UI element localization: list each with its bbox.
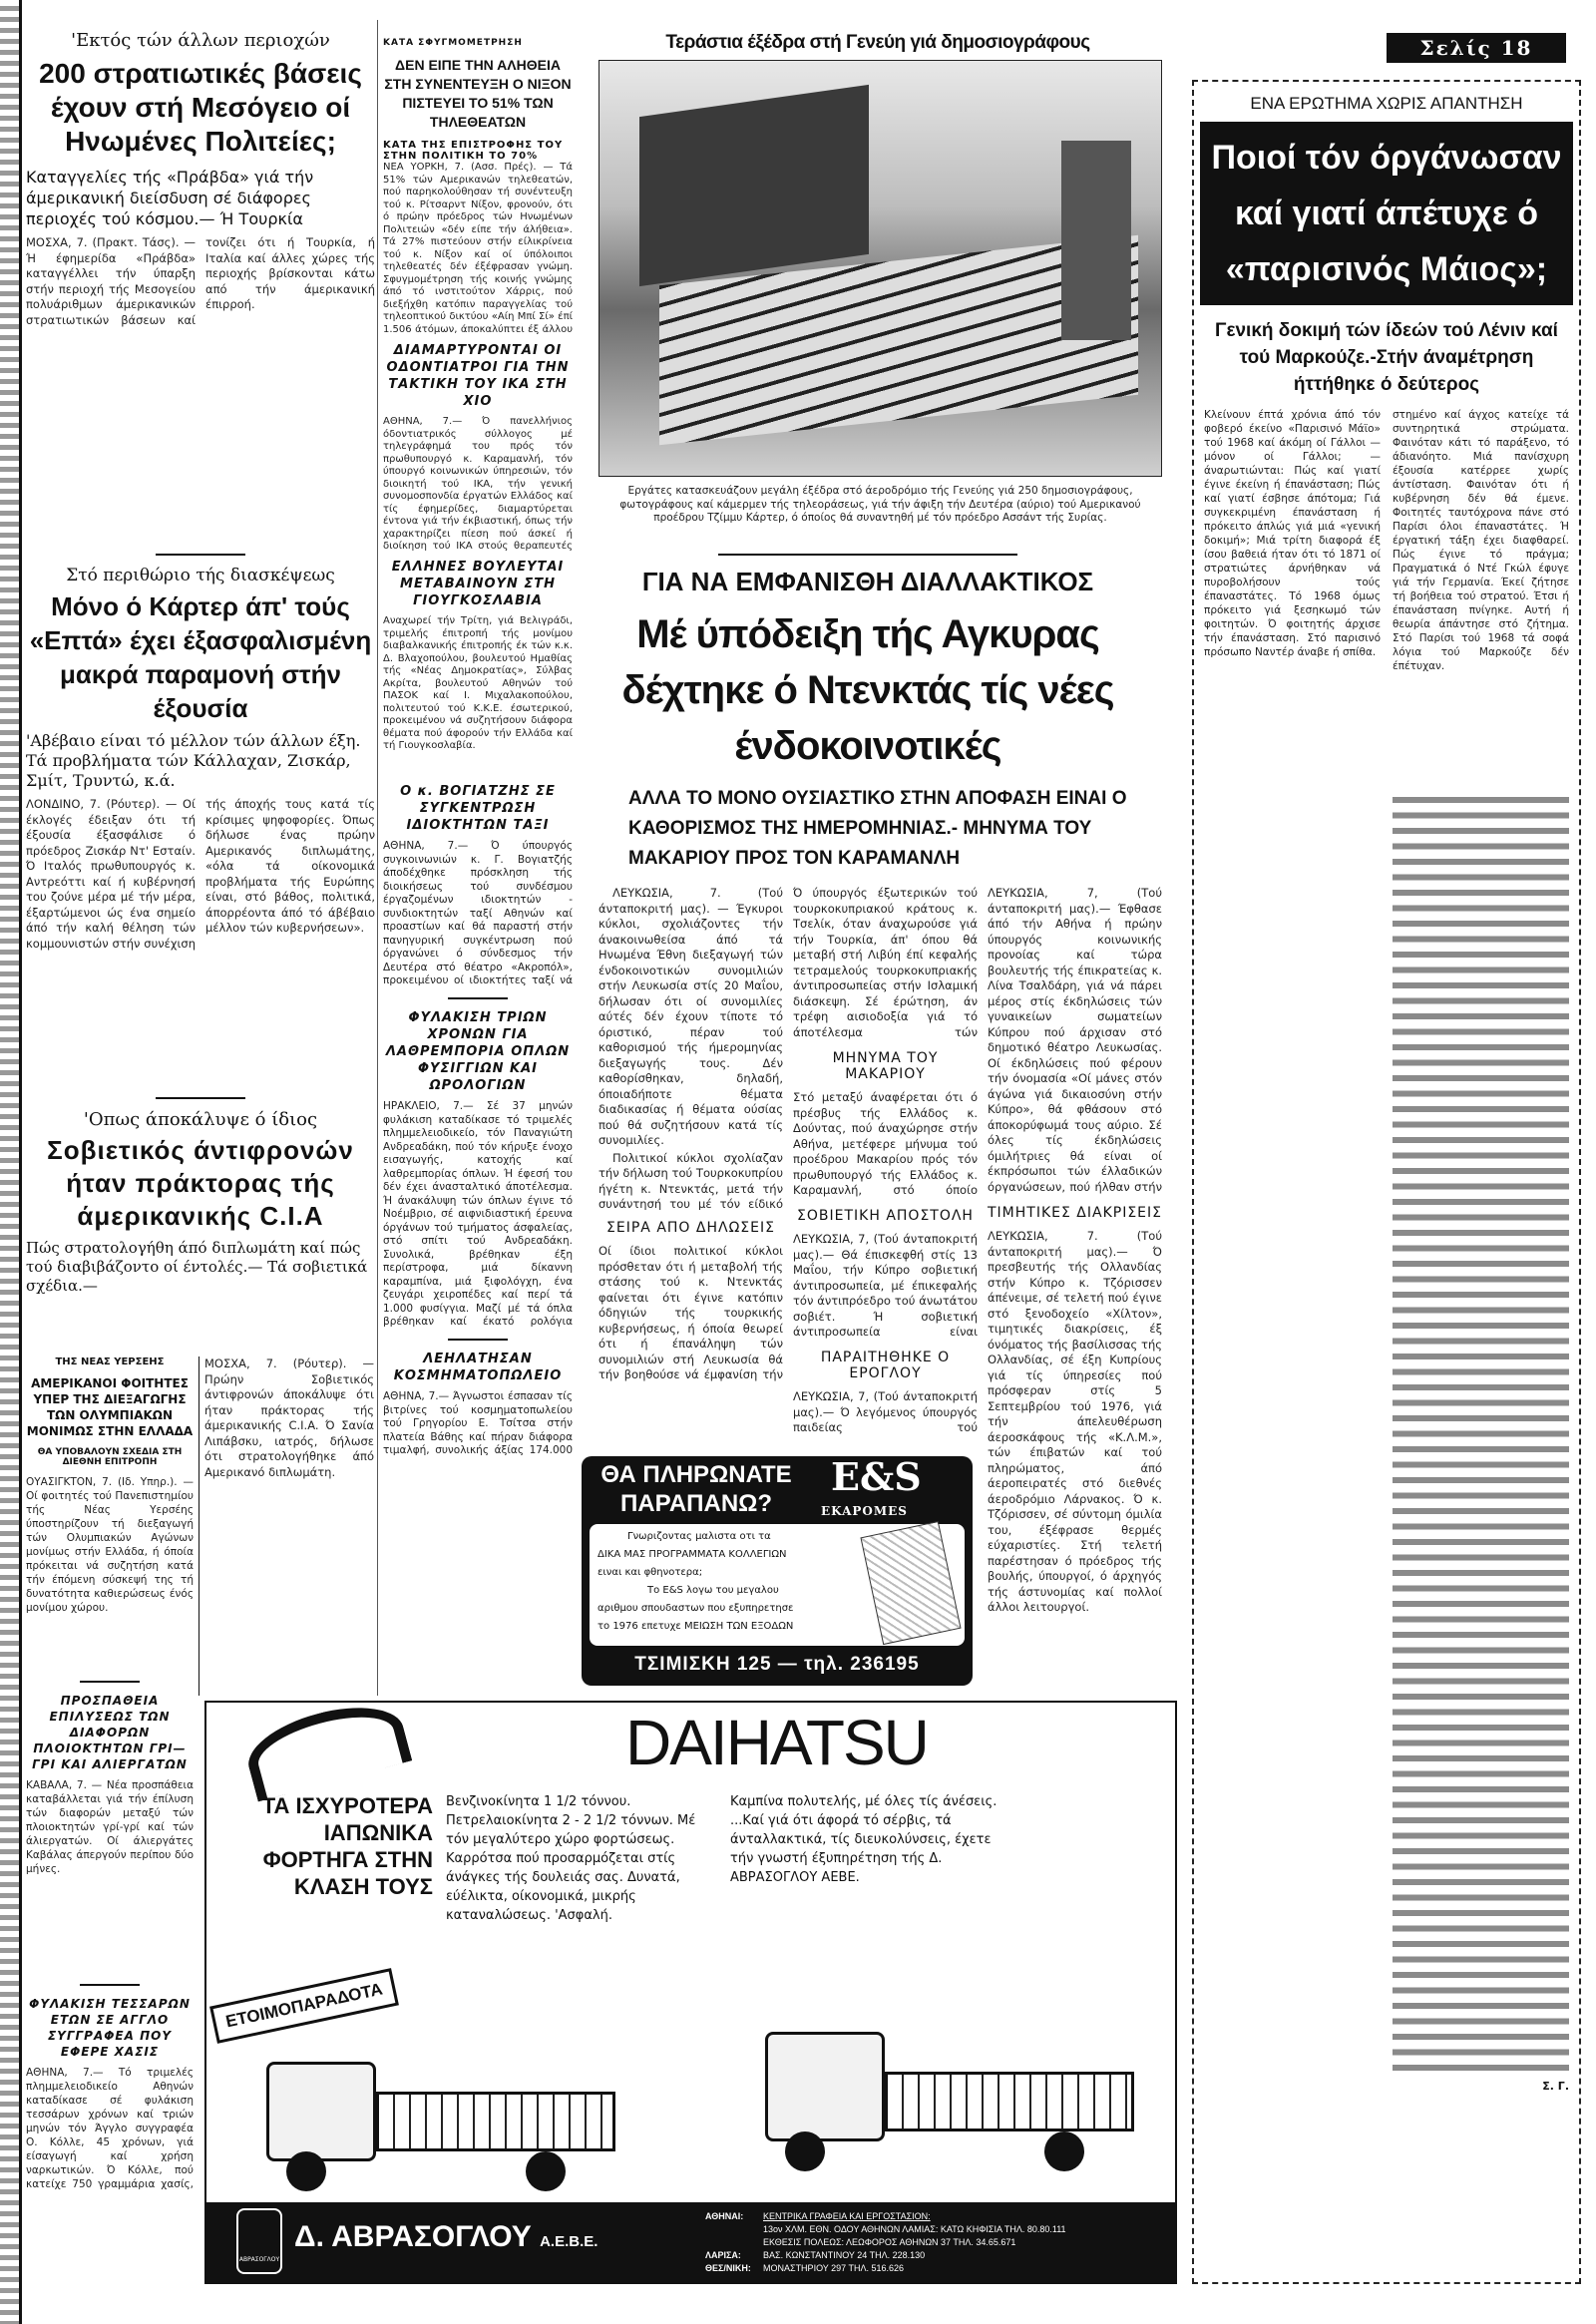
brief-headline: ΛΕΗΛΑΤΗΣΑΝ ΚΟΣΜΗΜΑΤΟΠΩΛΕΙΟ [393, 1352, 563, 1383]
address-line: ΜΟΝΑΣΤΗΡΙΟΥ 297 ΤΗΛ. 516.626 [763, 2263, 905, 2273]
brief-body: ΗΡΑΚΛΕΙΟ, 7.— Σέ 37 μηνών φυλάκιση καταδίκασε τό τριμελές πλημμελειοδικείο, τόν Παναγιώτη Ανδρεαδάκη, πού τόν κήρυξε ένοχο εισαγωγής, κατοχής καί λαθρεμπορίας όπλων. Ή έφεσή του δέν έχει άνασταλτικό άποτέλεσμα. Ή άνακάλυψη τών όπλων έγινε τό Νοέμβριο, σέ αιφνιδιαστική έρευνα όργάνων τού τμήματος άσφαλείας, στό σπίτι τού Ανδρεαδάκη. Συνολικά, βρέθηκαν έξη περίστροφα, μιά δίκαννη καραμπίνα, μιά ξιφολόγχη, ένα ζευγάρι χειροπέδες καί περί τά 1.000 φυσίγγια. Μαζί μέ τά όπλα βρέθηκαν καί έκατό ρολόγια [383, 1100, 573, 1328]
subhead: ΜΗΝΥΜΑ ΤΟΥ ΜΑΚΑΡΙΟΥ [832, 1050, 939, 1082]
article-headline: 200 στρατιωτικές βάσεις έχουν στή Μεσόγειο οί Ηνωμένες Πολιτείες; [39, 58, 362, 157]
article-body: Οί ίδιοι πολιτικοί κύκλοι πρόσθεταν ότι ή μεταβολή τής στάσης τού κ. Ντενκτάς φαίνεται ότι έγινε κατόπιν όδηγιών τής τουρκικής κυβερνήσεως, ή όποία θεωρεί ότι ή έπανάληψη τών συνομιλιών στή Λευκωσία θά τήν βοηθούσε νά έμφανίση τήν [598, 1244, 783, 1381]
brief-body: ΑΘΗΝΑ, 7.— Ό πανελλήνιος όδοντιατρικός σύλλογος μέ τηλεγράφημά του πρός τόν πρωθυπουργό κ. Καραμανλή, τόν ύπουργό κοινωνικών ύπηρεσιών, τόν διοικητή τού ΙΚΑ, τήν γενική συνομοσπονδία έργατών Ελλάδος καί τίς έφημερίδες, διαμαρτύρεται έντονα γιά τήν έκβιαστική, όπως τήν χαρακτηρίζει πίεση πού άσκεί ή διοίκηση τού ΙΚΑ στούς θεραπευτές [383, 416, 573, 552]
ad-brand: E&S [831, 1456, 922, 1499]
divider [156, 1097, 245, 1099]
photo-title: Τεράστια έξέδρα στή Γενεύη γιά δημοσιογράφους [665, 32, 1090, 53]
ad-text: το 1976 επετυχε ΜΕΙΩΣΗ ΤΩΝ ΕΞΟΔΩΝ [598, 1621, 794, 1632]
ad-address: ΤΣΙΜΙΣΚΗ 125 — τηλ. 236195 [634, 1654, 920, 1675]
article-kicker: 'Εκτός τών άλλων περιοχών [71, 30, 330, 51]
feature-body: στημένο καί άγχος κατείχε τά συντηρητικά στρώματα. Φαινόταν κάτι τό παράξενο, τό άδιανόητο. Μιά πανίσχυρη έξουσία κατέρρεε χωρίς άντίσταση. Φαινόταν ότι ή κυβέρνηση δέν θά έμενε. Φοιτητές ταυτόχρονα πάνε στό Παρίσι όλοι έπαναστάτες. Ή έργατική τάξη έχει διαφθαρεί. Πώς έγινε τό πράγμα; Πραγματικά ό Ντέ Γκώλ έφυγε γιά τήν Γερμανία. Έκεί ζήτησε τή βοήθεια τού στρατού. Έτσι ή έπανάσταση πνίγηκε. Αυτή ή θεωρία άπάντησε στό ζήτημα. Στό Παρίσι τού 1968 τά σοφά λόγια τού Μαρκούζε δέν έπέτυχαν. [1393, 409, 1569, 672]
divider [80, 1681, 140, 1683]
brief-body: ΑΘΗΝΑ, 7.— Ό ύπουργός συγκοινωνιών κ. Γ. Βογιατζής άποδέχθηκε πρόσκληση τής διοικήσεως τού συνδέσμου έργαζομένων ιδιοκτητών - συνδιοκτητών ταξί Αθηνών καί προαστίων καί θά παραστή στήν πανηγυρική συγκέντρωση πού όργανώνει ό σύνδεσμος τήν Δευτέρα στό θέατρο «Ακροπόλ», προκειμένου οί ιδιοκτήτες ταξί νά [383, 840, 573, 986]
brief-body: Αναχωρεί τήν Τρίτη, γιά Βελιγράδι, τριμελής έπιτροπή τής μονίμου διαβαλκανικής έπιτροπής έκ τών κ.κ. Δ. Βλαχοπούλου, βουλευτού Ημαθίας τής «Νέας Δημοκρατίας», Σύλβας Ακρίτα, βουλευτού Αθηνών τού ΠΑΣΟΚ καί Ι. Μιχαλακοπούλου, πολιτευτού τού Κ.Κ.Ε. έσωτερικού, προκειμένου νά συζητήσουν διάφορα θέματα πού άφορούν τήν Ελλάδα καί τή Γιουγκοσλαβία. [383, 615, 573, 751]
dealer-name-text: Δ. ΑΒΡΑΣΟΓΛΟΥ [294, 2220, 532, 2253]
article-body: ΛΟΝΔΙΝΟ, 7. (Ρόυτερ). — Οί έκλογές έδειξαν ότι τή έξουσία έξασφάλισε ό πρόεδρος Ζισκάρ Ντ' Εσταίν. Ό Ιταλός πρωθυπουργός κ. Αντρεόττι καί ή κυβέρνησή του ζούνε μέρα μέ τήν μέρα, έξαρτώμενοι ώς ένα σημείο άπό τήν καλή θέληση τών κομμουνιστών στήν συνέχιση τής άποχής τους κατά τίς κρίσιμες ψηφοφορίες. Όπως δήλωσε ένας πρώην Αμερικανός διπλωμάτης, «όλα τά οίκονομικά προβλήματα τής Ευρώπης είναι, στό βάθος, πολιτικά, άπορρέοντα άπό τό άβέβαιο μέλλον τών κυβερνήσεων». [26, 797, 375, 951]
city-label: ΑΘΗΝΑΙ: [705, 2211, 744, 2221]
diploma-illustration [860, 1521, 961, 1645]
main-kicker: ΓΙΑ ΝΑ ΕΜΦΑΝΙΣΘΗ ΔΙΑΛΛΑΚΤΙΚΟΣ [641, 567, 1094, 596]
subhead: ΤΙΜΗΤΙΚΕΣ ΔΙΑΚΡΙΣΕΙΣ [988, 1205, 1162, 1221]
daihatsu-ad [204, 1701, 1177, 2284]
article-body: Ό ύπουργός έξωτερικών τού τουρκοκυπριακού κράτους κ. Τσελίκ, όταν άναχωρούσε γιά τήν Τουρκία, άπ' όπου θά μεταβή στή Λιβύη έπί κεφαλής τετραμελούς τουρκοκυπριακής άντιπροσωπείας στήν Ισλαμική διάσκεψη. Σέ έρώτηση, άν τρέφη αισιοδοξία γιά τό άποτέλεσμα τών [793, 886, 978, 1039]
article-us-bases [26, 30, 375, 539]
text-block [1393, 793, 1569, 2076]
ad-text: ειναι και φθηνοτερα; [598, 1567, 703, 1578]
divider [156, 554, 245, 556]
brief-body: ΑΘΗΝΑ, 7.— Άγνωστοι έσπασαν τίς βιτρίνες τού κοσμηματοπωλείου τού Γρηγορίου Ε. Τσίτσα στήν πλατεία Βάθης καί πήραν διάφορα τιμαλφή, συνολικής άξίας 174.000 [383, 1390, 573, 1456]
ad-slogan: ΤΑ ΙΣΧΥΡΟΤΕΡΑ ΙΑΠΩΝΙΚΑ ΦΟΡΤΗΓΑ ΣΤΗΝ ΚΛΑΣΗ ΤΟΥΣ [261, 1793, 433, 1899]
brief-headline: ΦΥΛΑΚΙΣΗ ΤΡΙΩΝ ΧΡΟΝΩΝ ΓΙΑ ΛΑΘΡΕΜΠΟΡΙΑ ΟΠΛΩΝ ΦΥΣΙΓΓΙΩΝ ΚΑΙ ΩΡΟΛΟΓΙΩΝ [385, 1010, 571, 1093]
article-body [598, 886, 783, 1210]
dealer-logo [236, 2208, 282, 2274]
narrow-column [383, 38, 573, 1694]
feature-deck: Γενική δοκιμή τών ίδεών τού Λένιν καί τού Μαρκούζε.-Στήν άναμέτρηση ήττήθηκε ό δεύτερος [1215, 320, 1558, 395]
article-kicker: 'Οπως άποκάλυψε ό ίδιος [83, 1109, 318, 1130]
ad-text: Καμπίνα πολυτελής, μέ όλες τίς άνέσεις. ...Καί γιά ότι άφορά τό σέρβις, τά άνταλλακτικά, τίς διευκολύνσεις, έχετε τήν γνωστή έξυπηρέτηση τής Δ. ΑΒΡΑΣΟΓΛΟΥ ΑΕΒΕ. [730, 1794, 998, 1885]
es-college-ad [582, 1456, 973, 1686]
divider [80, 1984, 140, 1986]
feature-headline: Ποιοί τόν όργάνωσαν καί γιατί άπέτυχε ό «παρισινός Μάιος»; [1200, 122, 1573, 305]
ad-headline: ΘΑ ΠΛΗΡΩΝΑΤΕ ΠΑΡΑΠΑΝΩ? [600, 1461, 792, 1517]
article-headline: Σοβιετικός άντιφρονών ήταν πράκτορας τής άμερικανικής C.I.A [47, 1135, 354, 1231]
photo-geneva-press-stand [598, 60, 1162, 477]
subhead: ΣΟΒΙΕΤΙΚΗ ΑΠΟΣΤΟΛΗ [797, 1208, 974, 1224]
daihatsu-logo-icon [240, 1701, 413, 1802]
article-soviet-dissident [26, 1087, 375, 1296]
article-body: ΛΕΥΚΩΣΙΑ, 7, (Τού άνταποκριτή μας).— Ό λεγόμενος ύπουργός παιδείας τού [793, 1389, 978, 1434]
ad-text: ΔΙΚΑ ΜΑΣ ΠΡΟΓΡΑΜΜΑΤΑ ΚΟΛΛΕΓΙΩΝ [598, 1549, 787, 1560]
dealer-suffix: Α.Ε.Β.Ε. [540, 2233, 598, 2250]
feature-body: Κλείνουν έπτά χρόνια άπό τόν φοβερό έκείνο «Παρισινό Μάϊο» τού 1968 καί άκόμη οί Γάλλοι — μόνον οί Γάλλοι; — άναρωτιώνται: Πώς καί γιατί έγινε έκείνη ή έπανάσταση; Πώς καί γιατί έσβησε άπότομα; Γιά συγκεκριμένη έπανάσταση ή πρόκειτο άπλώς γιά μιά «γενική δοκιμή»; Μιά τρίτη διαφορά έξ ίσου βαθειά ήταν ότι τό 1871 οί στρατιώτες άρνήθηκαν νά πυροβολήσουν τούς έπαναστάτες. Τό 1968 όμως πρόκειτο γιά ξεσηκωμό τών φοιτητών. Ό φοιτητής άρχισε τήν έπανάσταση. Στό παρισινό πρόσωπο Ναντέρ άναβε ή σπίθα. [1204, 409, 1381, 658]
adjacent-page-edge [0, 0, 22, 2324]
article-body: ΛΕΥΚΩΣΙΑ, 7, (Τού άνταποκριτή μας).— Θά έπισκεφθή στίς 13 Μαΐου, τήν Κύπρο σοβιετική άντιπροσωπεία, μέ έπικεφαλής τόν άντιπρόεδρο τού άνωτάτου σοβιέτ. Ή σοβιετική άντιπροσωπεία είναι [793, 1232, 978, 1339]
brief-headline: ΠΡΟΣΠΑΘΕΙΑ ΕΠΙΛΥΣΕΩΣ ΤΩΝ ΔΙΑΦΟΡΩΝ ΠΛΟΙΟΚΤΗΤΩΝ ΓΡΙ—ΓΡΙ ΚΑΙ ΑΛΙΕΡΓΑΤΩΝ [32, 1694, 188, 1771]
article-body: ΛΕΥΚΩΣΙΑ, 7, (Τού άνταποκριτή μας).— Έφθασε άπό τήν Αθήνα ή πρώην ύπουργός κοινωνικής προνοίας καί τώρα βουλευτής τής έπικρατείας κ. Λίνα Τσαλδάρη, γιά νά πάρει μέρος στίς έκδηλώσεις τών γυναικείων σωματείων Κύπρου πού άρχισαν στό δημοτικό θέατρο Λευκωσίας. Οί έκδηλώσεις πού φέρουν τήν όνομασία «Οί μάνες στόν άγώνα γιά δικαιοσύνη στήν Κύπρο», θά φθάσουν στό άποκορύφωμά τους αύριο. Σέ όλες τίς έκδηλώσεις όμιλήτριες θά είναι οί έκπρόσωποι τών έλλαδικών όργανώσεων, πού ήλθαν στήν [988, 886, 1162, 1194]
city-label: ΛΑΡΙΣΑ: [705, 2250, 741, 2260]
address-line: ΒΑΣ. ΚΩΝΣΤΑΝΤΙΝΟΥ 24 ΤΗΛ. 228.130 [763, 2250, 926, 2260]
divider [448, 1339, 508, 1341]
paragraph: ΛΕΥΚΩΣΙΑ, 7. (Τού άνταποκριτή μας). — Έγκυροι κύκλοι, σχολιάζοντες τήν άνακοινωθείσα άπό τά Ηνωμένα Έθνη διεξαγωγή τών ένδοκοινοτικών συνομιλιών στήν Λευκωσία στίς 20 Μαΐου, δήλωσαν ότι οί συνομιλίες αύτές δέν έχουν τίποτε τό όριστικό, πέραν τού καθορισμού τής ήμερομηνίας διεξαγωγής τους. Δέν καθορίσθηκαν, δηλαδή, όποιαδήποτε θέματα διαδικασίας ή θέματα ούσίας πού θά συζητήσουν κατά τίς συνομιλίες. [598, 886, 783, 1147]
article-body: ΜΟΣΧΑ, 7. (Πρακτ. Τάσς). — Ή έφημερίδα «Πράβδα» καταγγέλλει τήν ύπαρξη στήν περιοχή τής Μεσογείου πολυάριθμων άμερικανικών στρατιωτικών βάσεων καί τονίζει ότι ή Τουρκία, ή Ιταλία καί άλλες χώρες τής περιοχής βρίσκονται κάτω από τήν άμερικανική έπιρροή. [26, 235, 375, 327]
brief-body: ΟΥΑΣΙΓΚΤΟΝ, 7. (Ιδ. Υπηρ.). — Οί φοιτητές τού Πανεπιστημίου τής Νέας Υερσέης ύποστηρίζουν τή διεξαγωγή τών Ολυμπιακών Αγώνων μονίμως στήν Ελλάδα, ή όποία πρόκειται νά συζητήση κατά τήν έπόμενη σύσκεψή της τή δυνατότητα καθιερώσεως ένός μονίμου χώρου. [26, 1476, 194, 1614]
dealer-logo-text: ΑΒΡΑΣΟΓΛΟΥ [238, 2256, 280, 2263]
page-number-badge: Σελίς 18 [1387, 33, 1566, 63]
truck-illustration [765, 2002, 1144, 2171]
truck-illustration [266, 2032, 625, 2191]
ad-text: Βενζινοκίνητα 1 1/2 τόννου. Πετρελαιοκίνητα 2 - 2 1/2 τόννων. Μέ τόν μεγαλύτερο χώρο φορτώσεως. Καρρότσα πού προσαρμόζεται στίς άνάγκες τής δουλειάς σας. Δυνατά, εύέλικτα, οίκονομικά, μικρής καταναλώσεως. 'Ασφαλή. [446, 1794, 696, 1923]
address-line: ΕΚΘΕΣΙΣ ΠΟΛΕΩΣ: ΛΕΩΦΟΡΟΣ ΑΘΗΝΩΝ 37 ΤΗΛ. 34.65.671 [763, 2237, 1016, 2247]
ad-stamp: ΕΤΟΙΜΟΠΑΡΑΔΟΤΑ [209, 1968, 399, 2044]
ad-brand-sub: EKAPOMES [821, 1504, 908, 1518]
ad-text: Το E&S λογω του μεγαλου [647, 1585, 779, 1596]
paragraph: Πολιτικοί κύκλοι σχολίαζαν τήν δήλωση τού Τουρκοκυπρίου ήγέτη κ. Ντενκτάς, μετά τήν συνάντησή του μέ τόν είδικό [598, 1150, 783, 1210]
brief-kicker: ΤΗΣ ΝΕΑΣ ΥΕΡΣΕΗΣ [55, 1356, 165, 1367]
article-headline: Μόνο ό Κάρτερ άπ' τούς «Επτά» έχει έξασφαλισμένη μακρά παραμονή στήν έξουσία [29, 591, 372, 723]
article-deck: 'Αβέβαιο είναι τό μέλλον τών άλλων έξη. Τά προβλήματα τών Κάλλαχαν, Ζισκάρ, Σμίτ, Τρυντώ, κ.ά. [26, 731, 361, 790]
article-body: Στό μεταξύ άναφέρεται ότι ό πρέσβυς τής Ελλάδος κ. Δούντας, πού άναχώρησε στήν Αθήνα, μετέφερε μήνυμα τού προέδρου Μακαρίου πρός τόν πρωθυπουργό τής Ελλάδος κ. Καραμανλή, στό όποίο [793, 1090, 978, 1197]
brief-headline: ΦΥΛΑΚΙΣΗ ΤΕΣΣΑΡΩΝ ΕΤΩΝ ΣΕ ΑΓΓΛΟ ΣΥΓΓΡΑΦΕΑ ΠΟΥ ΕΦΕΡΕ ΧΑΣΙΣ [29, 1997, 191, 2059]
ad-brand: DAIHATSU [625, 1707, 928, 1778]
brief-subhead: ΘΑ ΥΠΟΒΑΛΟΥΝ ΣΧΕΔΙΑ ΣΤΗ ΔΙΕΘΝΗ ΕΠΙΤΡΟΠΗ [37, 1447, 183, 1467]
address-line: ΚΕΝΤΡΙΚΑ ΓΡΑΦΕΙΑ ΚΑΙ ΕΡΓΟΣΤΑΣΙΟΝ: [763, 2211, 931, 2221]
dealer-name [294, 2220, 598, 2254]
brief-headline: ΕΛΛΗΝΕΣ ΒΟΥΛΕΥΤΑΙ ΜΕΤΑΒΑΙΝΟΥΝ ΣΤΗ ΓΙΟΥΓΚΟΣΛΑΒΙΑ [391, 560, 565, 608]
brief-subhead: ΚΑΤΑ ΤΗΣ ΕΠΙΣΤΡΟΦΗΣ ΤΟΥ ΣΤΗΝ ΠΟΛΙΤΙΚΗ ΤΟ 70% [383, 140, 564, 162]
column-rule [377, 20, 378, 1696]
brief-headline: ΑΜΕΡΙΚΑΝΟΙ ΦΟΙΤΗΤΕΣ ΥΠΕΡ ΤΗΣ ΔΙΕΞΑΓΩΓΗΣ ΤΩΝ ΟΛΥΜΠΙΑΚΩΝ ΜΟΝΙΜΩΣ ΣΤΗΝ ΕΛΛΑΔΑ [26, 1376, 194, 1438]
address-line: 13ον ΧΛΜ. ΕΘΝ. ΟΔΟΥ ΑΘΗΝΩΝ ΛΑΜΙΑΣ: ΚΑΤΩ ΚΗΦΙΣΙΑ ΤΗΛ. 80.80.111 [763, 2224, 1066, 2234]
article-body: ΜΟΣΧΑ, 7. (Ρόυτερ). — Πρώην Σοβιετικός άντιφρονών άποκάλυψε ότι ήταν πράκτορας τής άμερικανικής C.I.A. Ό Σανία Λιπάβσκυ, ιατρός, δήλωσε ότι στρατολογήθηκε άπό Αμερικανό διπλωμάτη. [204, 1356, 374, 1479]
article-kicker: Στό περιθώριο τής διασκέψεως [66, 566, 335, 585]
brief-headline: ΔΙΑΜΑΡΤΥΡΟΝΤΑΙ ΟΙ ΟΔΟΝΤΙΑΤΡΟΙ ΓΙΑ ΤΗΝ ΤΑΚΤΙΚΗ ΤΟΥ ΙΚΑ ΣΤΗ ΧΙΟ [386, 343, 570, 409]
main-deck: ΑΛΛΑ ΤΟ ΜΟΝΟ ΟΥΣΙΑΣΤΙΚΟ ΣΤΗΝ ΑΠΟΦΑΣΗ ΕΙΝΑΙ Ο ΚΑΘΟΡΙΣΜΟΣ ΤΗΣ ΗΜΕΡΟΜΗΝΙΑΣ.- ΜΗΝΥΜΑ ΤΟΥ ΜΑΚΑΡΙΟΥ ΠΡΟΣ ΤΟΝ ΚΑΡΑΜΑΝΛΗ [628, 788, 1127, 869]
city-label: ΘΕΣ/ΝΙΚΗ: [705, 2263, 751, 2273]
ad-text: αριθμου σπουδαστων που εξυπηρετησε [598, 1603, 794, 1614]
column-rule [199, 1356, 200, 1696]
article-deck: Καταγγελίες τής «Πράβδα» γιά τήν άμερικανική διείσδυση σέ διάφορες περιοχές τού κόσμου.— Ή Τουρκία [26, 168, 314, 228]
article-carter-seven [26, 544, 375, 1077]
article-deck: Πώς στρατολογήθη άπό διπλωμάτη καί πώς τού διαβιβάζοντο οί έντολές.— Τά σοβιετικά σχέδια.— [26, 1239, 368, 1295]
brief-headline: ΔΕΝ ΕΙΠΕ ΤΗΝ ΑΛΗΘΕΙΑ ΣΤΗ ΣΥΝΕΝΤΕΥΞΗ Ο ΝΙΞΟΝ ΠΙΣΤΕΥΕΙ ΤΟ 51% ΤΩΝ ΤΗΛΕΘΕΑΤΩΝ [384, 57, 572, 130]
brief-kicker: ΚΑΤΑ ΣΦΥΓΜΟΜΕΤΡΗΣΗ [383, 38, 523, 48]
photo-caption: Εργάτες κατασκευάζουν μεγάλη έξέδρα στό άεροδρόμιο τής Γενεύης γιά 250 δημοσιογράφους, φωτογράφους καί κάμερμεν τής τηλεοράσεως, γιά τήν άφιξη τήν Δευτέρα (αύριο) τού Αμερικανού προέδρου Τζίμμυ Κάρτερ, ό όποίος θά συναντηθή μέ τόν πρόεδρο Ασσάντ τής Συρίας. [619, 485, 1141, 524]
ad-text: Γνωριζοντας μαλιστα οτι τα [627, 1531, 771, 1542]
main-headline: Μέ ύπόδειξη τής Αγκυρας δέχτηκε ό Ντενκτάς τίς νέες ένδοκοινοτικές [621, 612, 1114, 768]
brief-body: ΑΘΗΝΑ, 7.— Τό τριμελές πλημμελειοδικείο Αθηνών καταδίκασε σέ φυλάκιση τεσσάρων χρόνων καί τριών μηνών τόν Άγγλο συγγραφέα Ο. Κόλλε, 45 χρόνων, γιά είσαγωγή καί χρήση ναρκωτικών. Ό Κόλλε, πού κατείχε 750 γραμμάρια χασίς, [26, 2067, 194, 2190]
signature: Σ. Γ. [1542, 2080, 1569, 2093]
feature-box-paris-may [1192, 80, 1581, 2284]
brief-body: ΚΑΒΑΛΑ, 7. — Νέα προσπάθεια καταβάλλεται γιά τήν έπίλυση τών διαφορών μεταξύ τών πλοιοκτητών γρί-γρί καί τών άλιεργατών. Οί άλιεργάτες Καβάλας άπεργούν περίπου δύο μήνες. [26, 1779, 194, 1875]
divider [448, 997, 508, 999]
main-article-col2 [793, 886, 978, 1435]
subhead: ΠΑΡΑΙΤΗΘΗΚΕ Ο ΕΡΟΓΛΟΥ [820, 1350, 951, 1381]
article-body: ΛΕΥΚΩΣΙΑ, 7. (Τού άνταποκριτή μας).— Ό πρεσβευτής τής Ολλανδίας στήν Κύπρο κ. Τζόρισσεν άπένειμε, σέ τελετή πού έγινε στό ξενοδοχείο «Χίλτον», τιμητικές διακρίσεις, έξ όνόματος τής βασίλισσας τής Ολλανδίας, σέ έξη Κυπρίους γιά τίς ύπηρεσίες πού πρόσφεραν στίς 5 Σεπτεμβρίου τού 1976, γιά τήν άπελευθέρωση άεροσκάφους τής «Κ.Λ.Μ.», τών έπιβατών καί τού πληρώματος, άπό άεροπειρατές στό διεθνές άεροδρόμιο Λάρνακος. Ό κ. Τζόρισσεν, σέ σύντομη όμιλία του, έξέφρασε θερμές εύχαριστίες. Στή τελετή παρέστησαν ό πρόεδρος τής βουλής, ύπουργοί, ό άρχηγός τής άστυνομίας καί πολλοί άλλοι λειτουργοί. [988, 1229, 1162, 1614]
brief-olympics [26, 1356, 194, 2191]
brief-body: ΝΕΑ ΥΟΡΚΗ, 7. (Ασσ. Πρές). — Τά 51% τών Αμερικανών τηλεθεατών, πού παρηκολούθησαν τή συνέντευξη τού κ. Ρίτσαρντ Νίξον, φρονούν, ότι ό πρώην πρόεδρος τών Ηνωμένων Πολιτειών «δέν είπε τήν άλήθεια». Τά 27% πιστεύουν στήν είλικρίνεια τού κ. Νίξον καί οί ύπόλοιποι τηλεθεατές δέν έξέφρασαν γνώμη. Σφυγμομέτρηση τής κοινής γνώμης άπό τό ινστιτούτον Χάρρις, πού διεξήχθη κατόπιν παραγγελίας τού τηλεοπτικού δικτύου «Αίη Μπί Σί» έπί 1.506 άτόμων, άποκαλύπτει έξ άλλου [383, 162, 573, 335]
subhead: ΣΕΙΡΑ ΑΠΟ ΔΗΛΩΣΕΙΣ [606, 1220, 775, 1236]
divider [718, 554, 1017, 556]
feature-kicker: ΕΝΑ ΕΡΩΤΗΜΑ ΧΩΡΙΣ ΑΠΑΝΤΗΣΗ [1250, 94, 1523, 113]
brief-headline: Ο κ. ΒΟΓΙΑΤΖΗΣ ΣΕ ΣΥΓΚΕΝΤΡΩΣΗ ΙΔΙΟΚΤΗΤΩΝ ΤΑΞΙ [400, 784, 556, 833]
main-article-col3 [988, 886, 1162, 1662]
main-article-col1 [598, 886, 783, 1382]
